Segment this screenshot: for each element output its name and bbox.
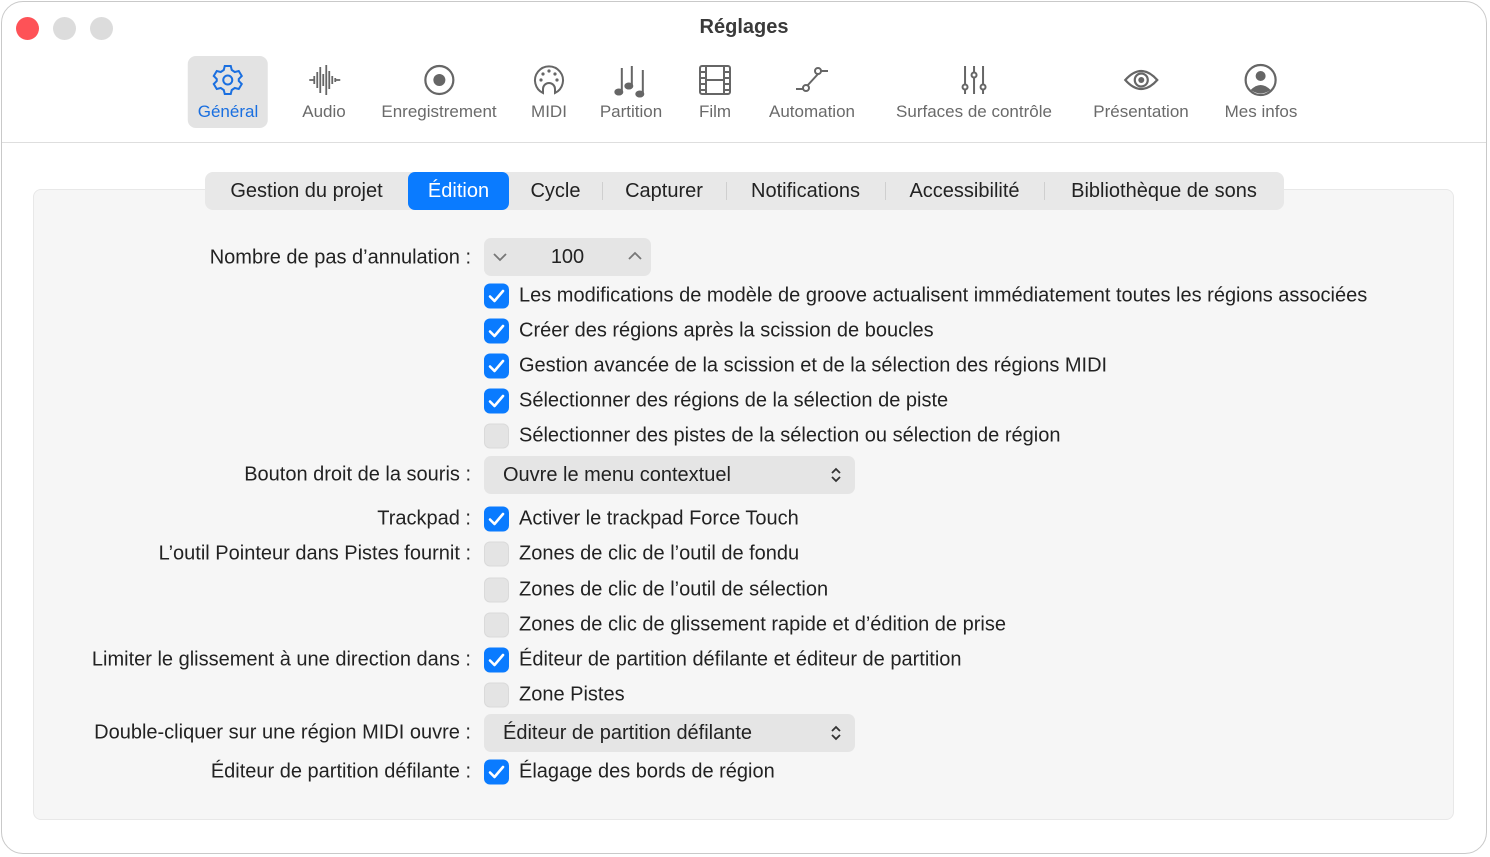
eye-icon bbox=[1122, 62, 1160, 98]
right-click-select[interactable] bbox=[484, 456, 855, 494]
toolbar-general[interactable] bbox=[188, 56, 268, 128]
toolbar-label: Film bbox=[698, 102, 732, 121]
checkbox-label: Zones de clic de l’outil de sélection bbox=[519, 578, 829, 601]
film-icon bbox=[696, 62, 734, 98]
tab-cycle[interactable]: Cycle bbox=[530, 179, 581, 202]
toolbar-label: Général bbox=[197, 102, 259, 121]
checkbox-region-border-trimming[interactable] bbox=[484, 760, 775, 785]
record-icon bbox=[420, 62, 458, 98]
checkbox-fade-tool-click-zones[interactable] bbox=[484, 542, 799, 567]
checkbox[interactable] bbox=[484, 648, 509, 673]
checkbox-label: Sélectionner des régions de la sélection de piste bbox=[519, 389, 949, 412]
music-notes-icon bbox=[612, 62, 650, 98]
checkbox[interactable] bbox=[484, 284, 509, 309]
chevron-up-icon[interactable] bbox=[627, 249, 643, 263]
toolbar-display[interactable] bbox=[1083, 56, 1198, 128]
toolbar-control-surfaces[interactable] bbox=[886, 56, 1062, 128]
sliders-icon bbox=[955, 62, 993, 98]
undo-steps-stepper[interactable] bbox=[484, 238, 651, 276]
double-click-value: Éditeur de partition défilante bbox=[503, 721, 753, 744]
toolbar-recording[interactable] bbox=[371, 56, 506, 128]
toolbar-midi[interactable] bbox=[520, 56, 578, 128]
toolbar-label: MIDI bbox=[531, 102, 567, 121]
gear-icon bbox=[209, 62, 247, 98]
tab-sound-library[interactable]: Bibliothèque de sons bbox=[1044, 172, 1284, 210]
limit-dragging-label: Limiter le glissement à une direction dans : bbox=[91, 648, 471, 671]
chevron-up-down-icon bbox=[829, 465, 843, 485]
piano-roll-label: Éditeur de partition défilante : bbox=[210, 760, 471, 783]
right-click-value: Ouvre le menu contextuel bbox=[503, 463, 731, 486]
person-icon bbox=[1242, 62, 1280, 98]
checkbox[interactable] bbox=[484, 578, 509, 603]
chevron-up-down-icon bbox=[829, 723, 843, 743]
toolbar-label: Enregistrement bbox=[381, 102, 497, 121]
tab-accessibility[interactable]: Accessibilité bbox=[885, 172, 1044, 210]
checkbox-force-touch[interactable] bbox=[484, 507, 799, 532]
right-click-label: Bouton droit de la souris : bbox=[244, 463, 471, 486]
undo-steps-label: Nombre de pas d’annulation : bbox=[209, 246, 471, 269]
checkbox-label: Activer le trackpad Force Touch bbox=[519, 507, 799, 530]
tab-project-management[interactable]: Gestion du projet bbox=[230, 179, 383, 202]
toolbar-automation[interactable] bbox=[759, 56, 865, 128]
undo-steps-value[interactable]: 100 bbox=[550, 246, 585, 268]
checkbox[interactable] bbox=[484, 613, 509, 638]
checkmark-icon bbox=[488, 653, 505, 668]
tab-notifications[interactable]: Notifications bbox=[726, 172, 885, 210]
checkbox[interactable] bbox=[484, 389, 509, 414]
checkmark-icon bbox=[488, 512, 505, 527]
tab-bar bbox=[205, 172, 1284, 210]
waveform-icon bbox=[305, 62, 343, 98]
checkbox[interactable] bbox=[484, 683, 509, 708]
checkbox[interactable] bbox=[484, 542, 509, 567]
checkbox-create-regions-loop-split[interactable] bbox=[484, 319, 934, 344]
toolbar-label: Surfaces de contrôle bbox=[896, 102, 1052, 121]
double-click-label: Double-cliquer sur une région MIDI ouvre : bbox=[94, 721, 471, 744]
trackpad-label: Trackpad : bbox=[377, 507, 471, 530]
checkbox-limit-tracks-area[interactable] bbox=[484, 683, 625, 708]
checkbox-groove-update[interactable] bbox=[484, 284, 1367, 309]
checkbox-label: Zones de clic de l’outil de fondu bbox=[519, 542, 800, 565]
checkmark-icon bbox=[488, 324, 505, 339]
checkmark-icon bbox=[488, 394, 505, 409]
checkbox-label: Zone Pistes bbox=[519, 683, 625, 706]
checkbox-label: Créer des régions après la scission de boucles bbox=[519, 319, 934, 342]
checkbox[interactable] bbox=[484, 319, 509, 344]
double-click-select[interactable] bbox=[484, 714, 855, 752]
checkbox[interactable] bbox=[484, 507, 509, 532]
checkbox-label: Gestion avancée de la scission et de la sélection des régions MIDI bbox=[519, 354, 1108, 377]
toolbar-audio[interactable] bbox=[292, 56, 355, 128]
toolbar-score[interactable] bbox=[590, 56, 672, 128]
checkbox-quick-swipe-click-zones[interactable] bbox=[484, 613, 1006, 638]
checkbox-label: Zones de clic de glissement rapide et d’édition de prise bbox=[519, 613, 1006, 636]
tab-editing[interactable]: Édition bbox=[408, 172, 509, 210]
pointer-tool-label: L’outil Pointeur dans Pistes fournit : bbox=[158, 542, 471, 565]
toolbar-label: Automation bbox=[769, 102, 855, 121]
checkbox-label: Éditeur de partition défilante et éditeur de partition bbox=[519, 648, 962, 671]
toolbar-film[interactable] bbox=[686, 56, 744, 128]
checkbox-label: Élagage des bords de région bbox=[519, 760, 775, 783]
toolbar-label: Partition bbox=[599, 102, 663, 121]
checkbox-limit-piano-roll[interactable] bbox=[484, 648, 962, 673]
checkbox-advanced-midi-split[interactable] bbox=[484, 354, 1107, 379]
checkbox[interactable] bbox=[484, 354, 509, 379]
automation-icon bbox=[793, 62, 831, 98]
toolbar-label: Mes infos bbox=[1224, 102, 1298, 121]
toolbar-divider bbox=[2, 142, 1486, 143]
checkmark-icon bbox=[488, 289, 505, 304]
checkmark-icon bbox=[488, 765, 505, 780]
toolbar-my-info[interactable] bbox=[1215, 56, 1308, 128]
toolbar-label: Présentation bbox=[1093, 102, 1189, 121]
checkbox-select-tracks-from-region[interactable] bbox=[484, 424, 1060, 449]
tab-capture[interactable]: Capturer bbox=[602, 172, 726, 210]
window-title: Réglages bbox=[699, 16, 789, 38]
midi-port-icon bbox=[530, 62, 568, 98]
checkmark-icon bbox=[488, 359, 505, 374]
checkbox[interactable] bbox=[484, 424, 509, 449]
toolbar-label: Audio bbox=[302, 102, 346, 121]
checkbox-label: Les modifications de modèle de groove actualisent immédiatement toutes les régions associées bbox=[519, 284, 1368, 307]
checkbox-label: Sélectionner des pistes de la sélection ou sélection de région bbox=[519, 424, 1061, 447]
checkbox-select-regions-from-track[interactable] bbox=[484, 389, 948, 414]
checkbox-marquee-tool-click-zones[interactable] bbox=[484, 578, 828, 603]
checkbox[interactable] bbox=[484, 760, 509, 785]
